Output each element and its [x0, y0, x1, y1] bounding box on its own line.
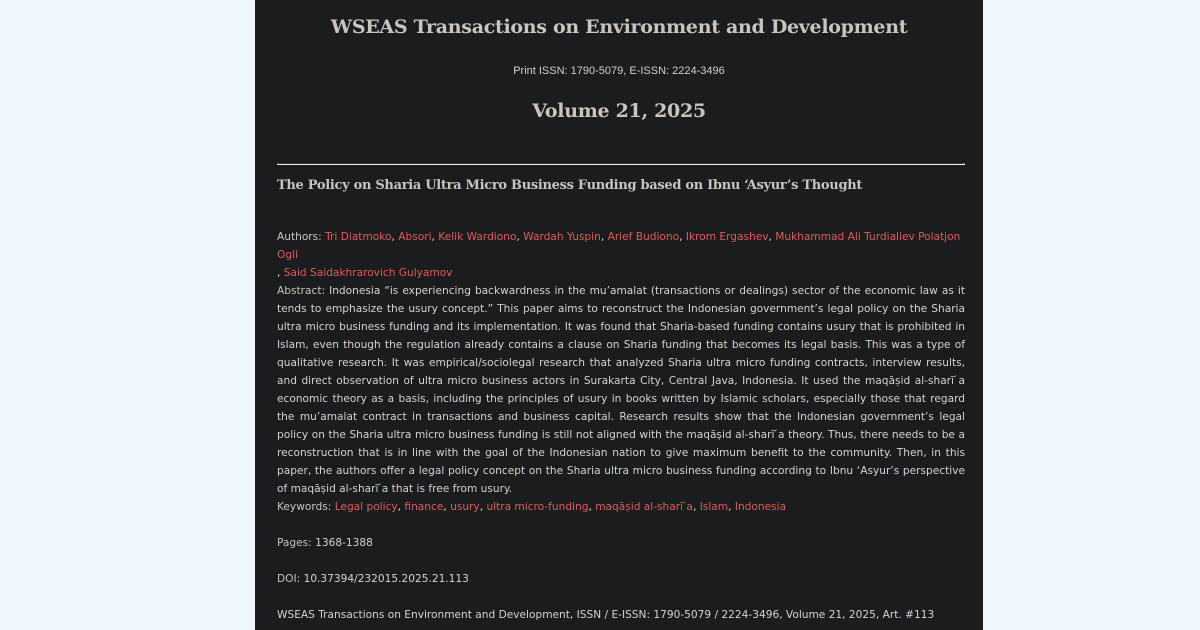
separator: , [479, 501, 487, 513]
keyword-link[interactable]: ultra micro-funding [486, 501, 589, 513]
divider [277, 163, 965, 165]
keyword-link[interactable]: Islam [699, 501, 729, 513]
keyword-link[interactable]: Indonesia [734, 501, 787, 513]
doi-line [277, 570, 965, 588]
keyword-link[interactable]: Legal policy [334, 501, 398, 513]
authors-line [277, 228, 965, 282]
article-panel [255, 0, 983, 630]
author-link[interactable]: Kelik Wardiono [438, 231, 517, 243]
separator: , [431, 231, 439, 243]
author-link[interactable]: Wardah Yuspin [523, 231, 601, 243]
keyword-link[interactable]: maqāṣid al-sharī ́a [595, 501, 693, 513]
abstract [277, 282, 965, 498]
author-link[interactable]: Arief Budiono [607, 231, 680, 243]
separator: , [679, 231, 686, 243]
author-link[interactable]: Said Saidakhrarovich Gulyamov [283, 267, 453, 279]
pages-label: Pages: [277, 537, 312, 549]
citation-line: WSEAS Transactions on Environment and Development, ISSN / E-ISSN: 1790-5079 / 2224-3496, Volume 21, 2025, Art. #113 [277, 609, 935, 621]
separator: , [600, 231, 608, 243]
author-link[interactable]: Tri Diatmoko [325, 231, 392, 243]
separator: , [391, 231, 399, 243]
journal-title: WSEAS Transactions on Environment and Development [330, 16, 908, 38]
author-link[interactable]: Mukhammad Ali Turdialiev Polatjon Ogli [277, 231, 961, 261]
doi-value: 10.37394/232015.2025.21.113 [303, 573, 469, 585]
separator: , [728, 501, 735, 513]
keyword-link[interactable]: usury [450, 501, 480, 513]
authors-label: Authors: [277, 231, 322, 243]
keywords-label: Keywords: [277, 501, 332, 513]
separator: , [516, 231, 524, 243]
author-link[interactable]: Ikrom Ergashev [685, 231, 769, 243]
separator: , [588, 501, 596, 513]
issn-line: Print ISSN: 1790-5079, E-ISSN: 2224-3496 [513, 65, 725, 77]
separator: , [768, 231, 776, 243]
separator: , [277, 267, 284, 279]
paper-title: The Policy on Sharia Ultra Micro Business Funding based on Ibnu ‘Asyur’s Thought [277, 178, 863, 193]
abstract-label: Abstract: [277, 285, 326, 297]
keyword-link[interactable]: finance [404, 501, 444, 513]
separator: , [692, 501, 700, 513]
abstract-text: Indonesia “is experiencing backwardness in the mu’amalat (transactions or dealings) sector of the economic law as it tends to emphasize the usury concept.” This paper aims to reconstruct the Indonesian government’s legal policy on the Sharia ultra micro business funding and its implementation. It was found that Sharia-based funding contains usury that is prohibited in Islam, even though the regulation already contains a clause on Sharia funding that becomes its legal basis. This was a type of qualitative research. It was empirical/sociolegal research that analyzed Sharia ultra micro funding contracts, interview results, and direct observation of ultra micro business actors in Surakarta City, Central Java, Indonesia. It used the maqāṣid al-sharī ́a economic theory as a basis, including the principles of usury in books written by Islamic scholars, especially those that regard the mu’amalat contract in transactions and business capital. Research results show that the Indonesian government’s legal policy on the Sharia ultra micro business funding is still not aligned with the maqāṣid al-sharī ́a theory. Thus, there needs to be a reconstruction that is in line with the goal of the Indonesian nation to give maximum benefit to the community. Then, in this paper, the authors offer a legal policy concept on the Sharia ultra micro business funding according to Ibnu ‘Asyur’s perspective of maqāṣid al-sharī ́a that is free from usury. [277, 285, 966, 495]
separator: , [443, 501, 451, 513]
pages-line [277, 534, 965, 552]
keywords-line [277, 498, 965, 516]
pages-value: 1368-1388 [315, 537, 373, 549]
volume-heading: Volume 21, 2025 [532, 100, 706, 122]
author-link[interactable]: Absori [398, 231, 432, 243]
doi-label: DOI: [277, 573, 301, 585]
separator: , [397, 501, 405, 513]
